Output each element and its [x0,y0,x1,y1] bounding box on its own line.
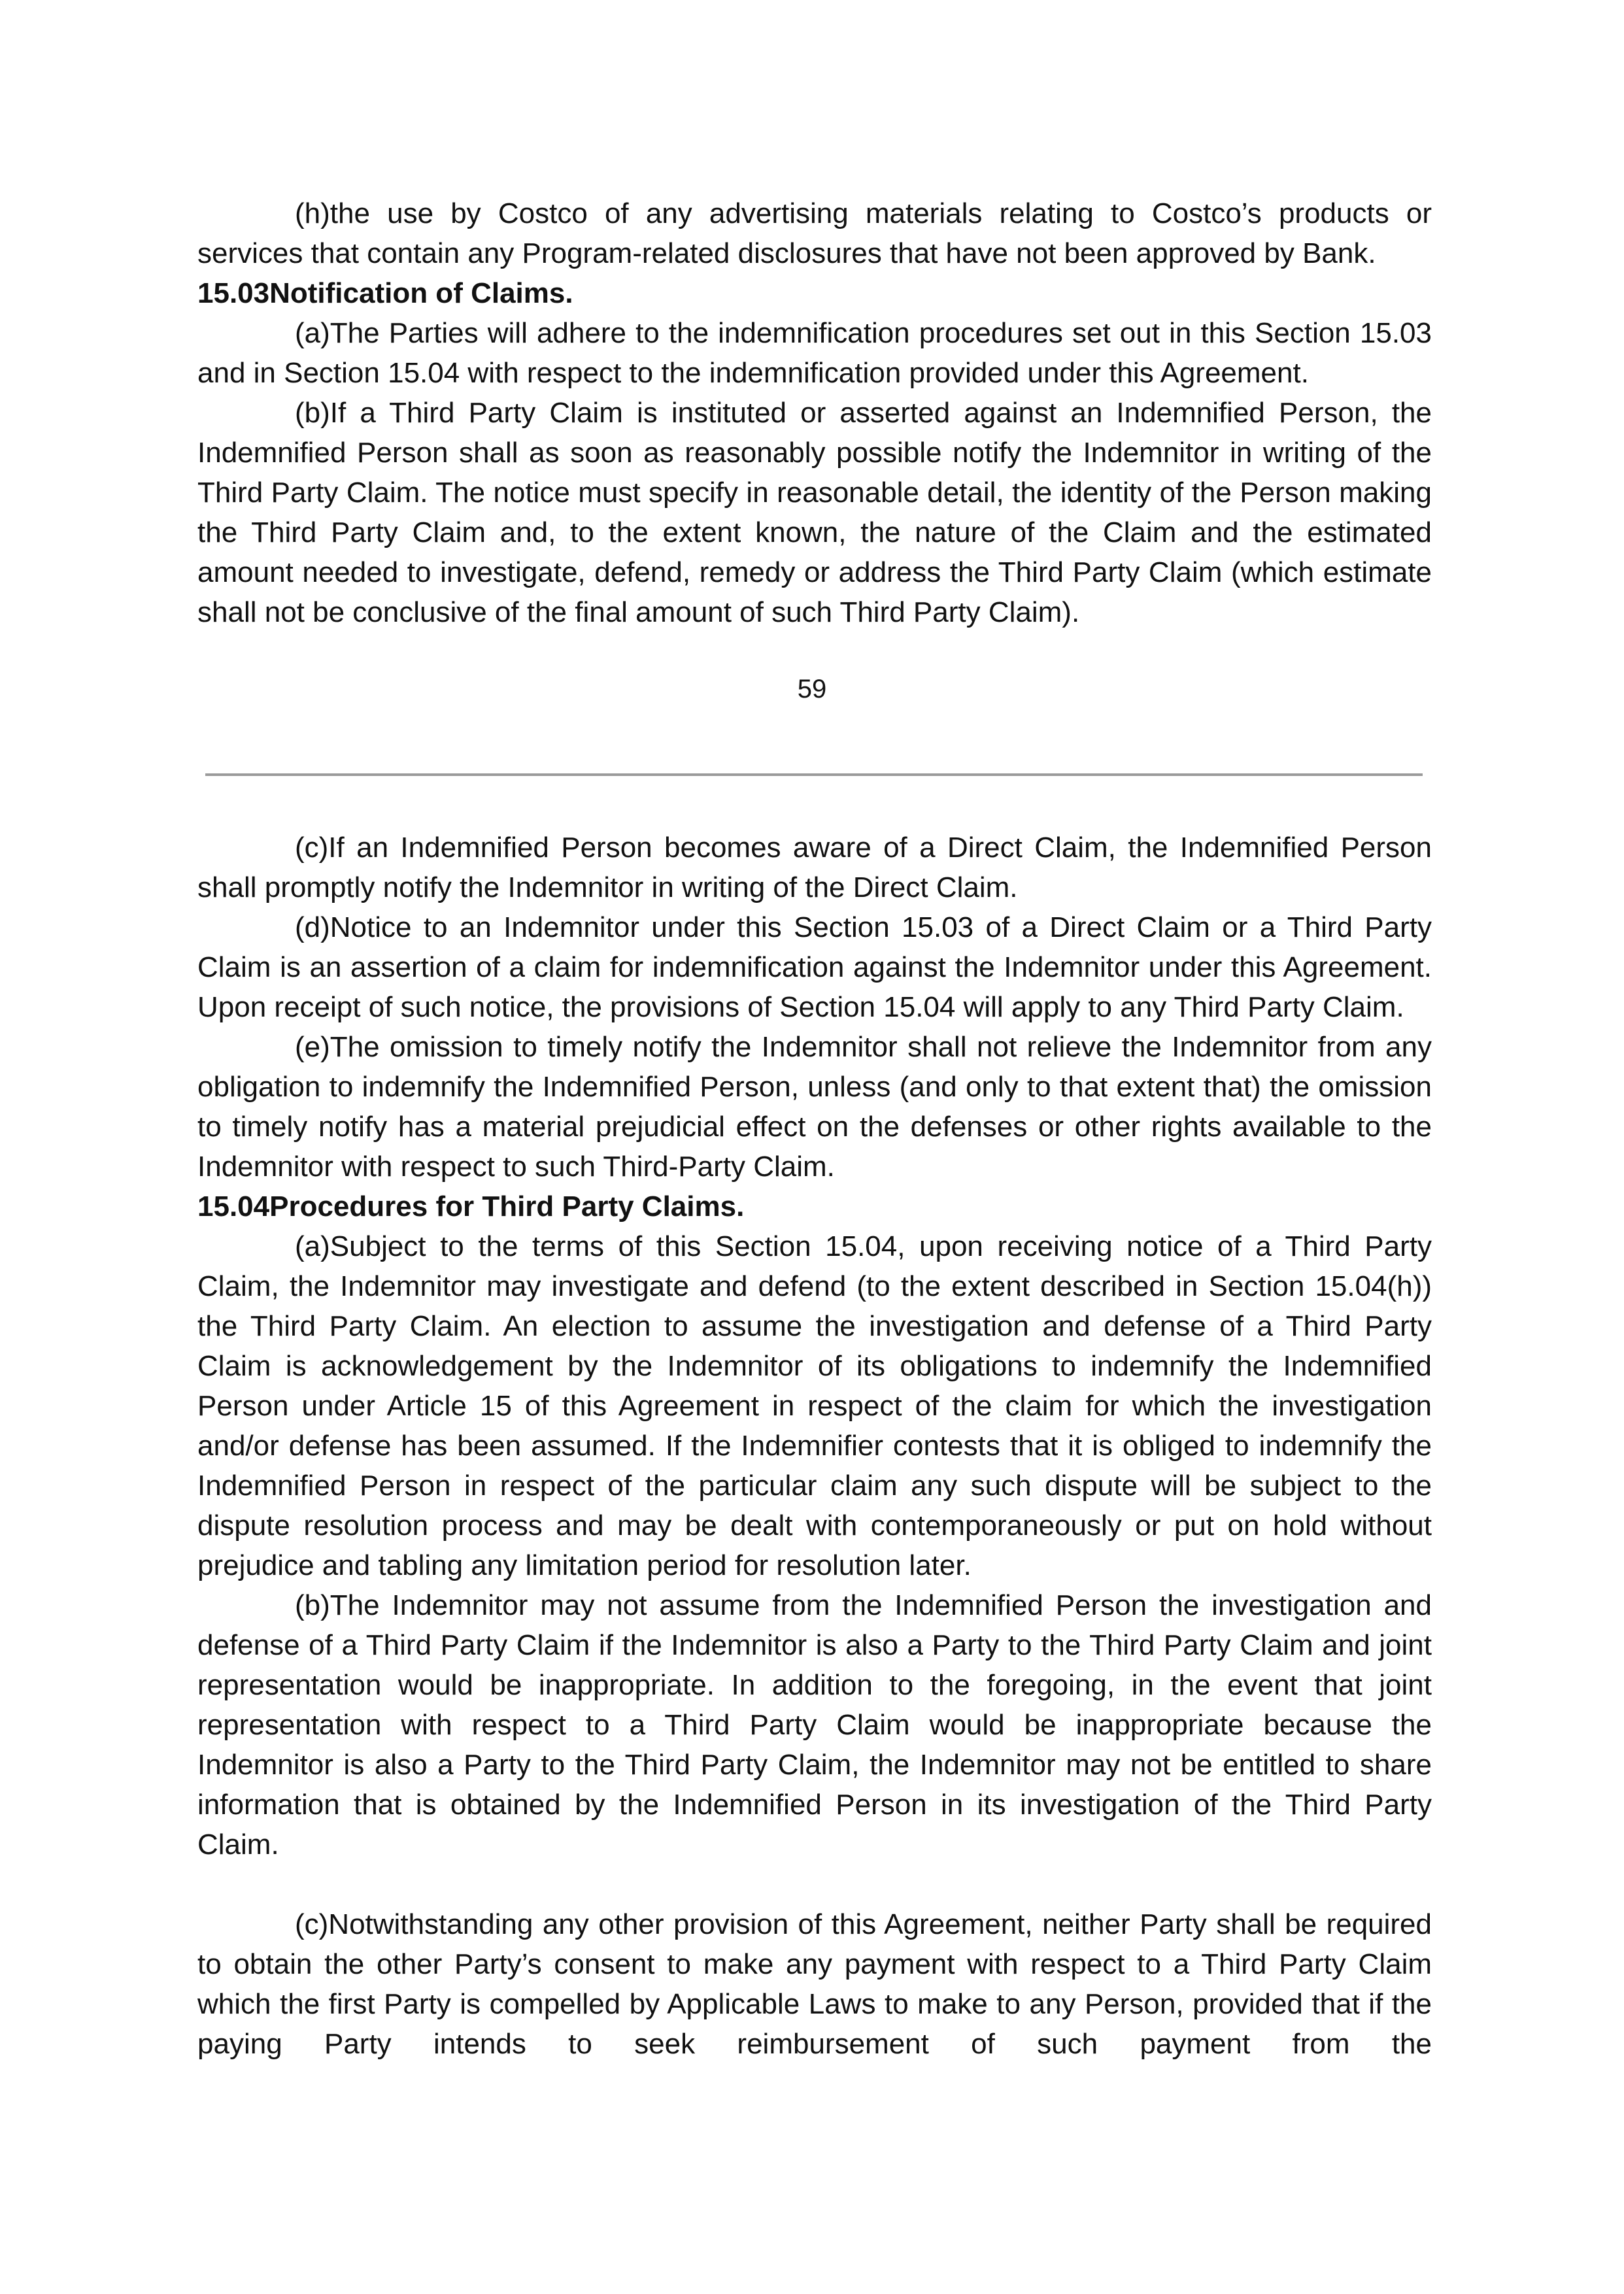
paragraph-15-03-a: (a)The Parties will adhere to the indemnification procedures set out in this Section 15.03 and in Section 15.04 with respect to the indemnification provided under this Agreement. [197,317,1432,389]
section-heading-15-03: 15.03Notification of Claims. [197,277,573,309]
paragraph-15-03-e: (e)The omission to timely notify the Indemnitor shall not relieve the Indemnitor from any obligation to indemnify the Indemnified Person, unless (and only to that extent that) the omission to timely notify has a material prejudicial effect on the defenses or other rights available to the Indemnitor with respect to such Third-Party Claim. [197,1031,1432,1183]
paragraph-15-04-b: (b)The Indemnitor may not assume from the Indemnified Person the investigation and defense of a Third Party Claim if the Indemnitor is also a Party to the Third Party Claim and joint representation would be inappropriate. In addition to the foregoing, in the event that joint representation with respect to a Third Party Claim would be inappropriate because the Indemnitor is also a Party to the Third Party Claim, the Indemnitor may not be entitled to share information that is obtained by the Indemnified Person in its investigation of the Third Party Claim. [197,1589,1432,1861]
paragraph-15-03-b: (b)If a Third Party Claim is instituted or asserted against an Indemnified Person, the Indemnified Person shall as soon as reasonably possible notify the Indemnitor in writing of the Third Party Claim. The notice must specify in reasonable detail, the identity of the Person making the Third Party Claim and, to the extent known, the nature of the Claim and the estimated amount needed to investigate, defend, remedy or address the Third Party Claim (which estimate shall not be conclusive of the final amount of such Third Party Claim). [197,397,1432,628]
paragraph-h: (h)the use by Costco of any advertising materials relating to Costco’s products or services that contain any Program-related disclosures that have not been approved by Bank. [197,197,1432,269]
page-break-divider [205,773,1423,776]
paragraph-15-03-d: (d)Notice to an Indemnitor under this Section 15.03 of a Direct Claim or a Third Party Claim is an assertion of a claim for indemnification against the Indemnitor under this Agreement. Upon receipt of such notice, the provisions of Section 15.04 will apply to any Third Party Claim. [197,911,1432,1023]
page-60-body [197,828,1432,2064]
paragraph-15-04-c: (c)Notwithstanding any other provision of this Agreement, neither Party shall be required to obtain the other Party’s consent to make any payment with respect to a Third Party Claim which the first Party is compelled by Applicable Laws to make to any Person, provided that if the paying Party intends to seek reimbursement of such payment from the [197,1908,1432,2060]
section-heading-15-04: 15.04Procedures for Third Party Claims. [197,1190,745,1223]
paragraph-spacer [197,1864,1432,1904]
page-59-body [197,194,1432,632]
page-number: 59 [797,675,827,703]
paragraph-15-04-a: (a)Subject to the terms of this Section 15.04, upon receiving notice of a Third Party Claim, the Indemnitor may investigate and defend (to the extent described in Section 15.04(h)) the Third Party Claim. An election to assume the investigation and defense of a Third Party Claim is acknowledgement by the Indemnitor of its obligations to indemnify the Indemnified Person under Article 15 of this Agreement in respect of the claim for which the investigation and/or defense has been assumed. If the Indemnifier contests that it is obliged to indemnify the Indemnified Person in respect of the particular claim any such dispute will be subject to the dispute resolution process and may be dealt with contemporaneously or put on hold without prejudice and tabling any limitation period for resolution later. [197,1230,1432,1581]
paragraph-15-03-c: (c)If an Indemnified Person becomes aware of a Direct Claim, the Indemnified Person shall promptly notify the Indemnitor in writing of the Direct Claim. [197,832,1432,903]
